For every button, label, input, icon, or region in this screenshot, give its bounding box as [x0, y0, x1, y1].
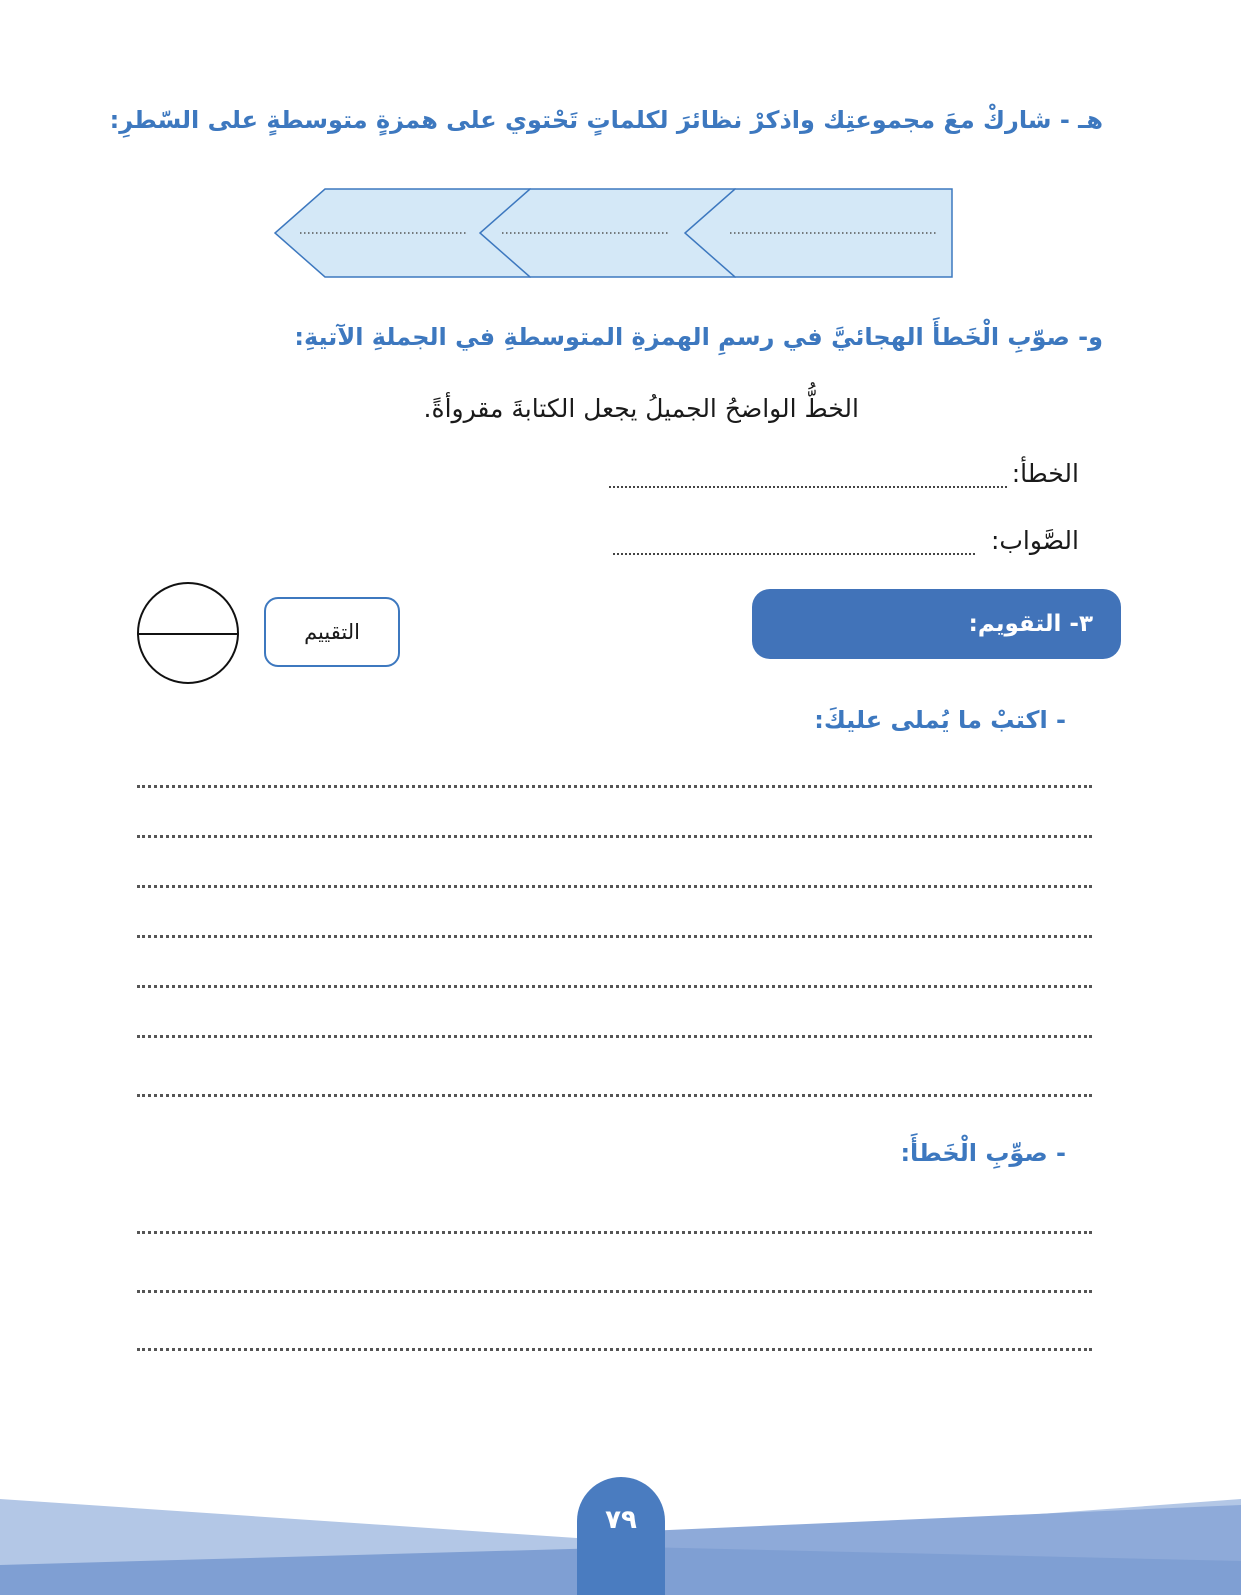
error-label: الخطأ: — [1011, 459, 1079, 488]
assessment-label: التقييم — [304, 620, 360, 644]
correction-heading: - صوِّبِ الْخَطأَ: — [900, 1139, 1066, 1167]
dictation-line-3[interactable] — [137, 885, 1092, 888]
arrow-box-1[interactable] — [685, 189, 952, 277]
example-sentence: الخطُّ الواضحُ الجميلُ يجعل الكتابةَ مقروأةً. — [423, 394, 859, 423]
dictation-line-6[interactable] — [137, 1035, 1092, 1038]
dictation-line-7[interactable] — [137, 1094, 1092, 1097]
page-number — [577, 1477, 665, 1595]
correct-answer-line[interactable] — [613, 553, 975, 555]
exercise-h-heading: هـ - شاركْ معَ مجموعتِك واذكرْ نظائرَ لكلماتٍ تَحْتوي على همزةٍ متوسطةٍ على السّطرِ: — [109, 106, 1103, 134]
section-3-banner — [752, 589, 1121, 659]
section-3-title: ٣- التقويم: — [968, 611, 1093, 637]
correction-line-2[interactable] — [137, 1290, 1092, 1293]
exercise-w-heading: و- صوّبِ الْخَطأَ الهجائيَّ في رسمِ الهمزةِ المتوسطةِ في الجملةِ الآتيةِ: — [294, 323, 1103, 351]
error-answer-line[interactable] — [609, 486, 1007, 488]
score-circle-divider — [139, 633, 237, 635]
dictation-line-2[interactable] — [137, 835, 1092, 838]
dictation-line-5[interactable] — [137, 985, 1092, 988]
score-circle[interactable] — [137, 582, 239, 684]
correction-line-3[interactable] — [137, 1348, 1092, 1351]
page-number-text: ٧٩ — [605, 1505, 637, 1535]
assessment-box — [264, 597, 400, 667]
correction-line-1[interactable] — [137, 1231, 1092, 1234]
dictation-heading: - اكتبْ ما يُملى عليكَ: — [814, 706, 1066, 734]
correct-label: الصَّواب: — [990, 526, 1079, 555]
dictation-line-1[interactable] — [137, 785, 1092, 788]
dictation-line-4[interactable] — [137, 935, 1092, 938]
arrow-chain — [270, 184, 960, 284]
